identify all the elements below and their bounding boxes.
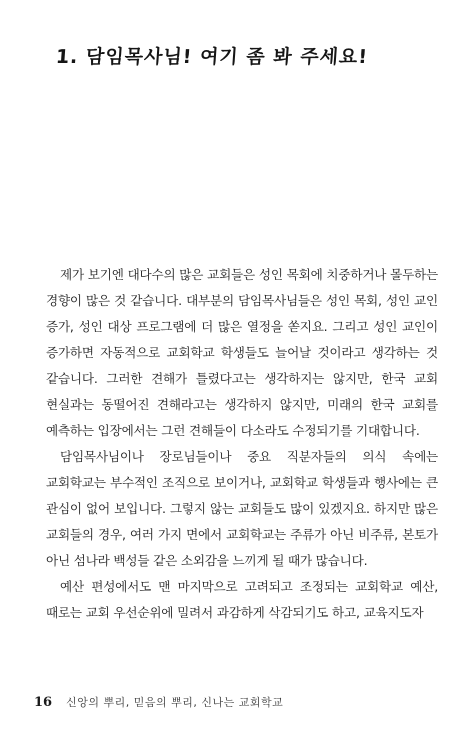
paragraph: 담임목사님이나 장로님들이나 중요 직분자들의 의식 속에는 교회학교는 부수적인 조직으로 보이거나, 교회학교 학생들과 행사에는 큰 관심이 없어 보입니다. 그렇지 않는 교회들도 많이 있겠지요. 하지만 많은 교회들의 경우, 여러 가지 면에서 교회학교는 주류가 아닌 비주류, 본토가 아닌 섬나라 백성들 같은 소외감을 느끼게 될 때가 많습니다.	[46, 449, 438, 568]
page-footer	[34, 692, 434, 712]
running-title: 신앙의 뿌리, 믿음의 뿌리, 신나는 교회학교	[66, 696, 284, 709]
page-number: 16	[34, 694, 53, 710]
body-text	[46, 262, 438, 626]
paragraph: 제가 보기엔 대다수의 많은 교회들은 성인 목회에 치중하거나 몰두하는 경향이 많은 것 같습니다. 대부분의 담임목사님들은 성인 목회, 성인 교인 증가, 성인 대상 프로그램에 더 많은 열정을 쏟지요. 그리고 성인 교인이 증가하면 자동적으로 교회학교 학생들도 늘어날 것이라고 생각하는 것 같습니다. 그러한 견해가 틀렸다고는 생각하지는 않지만, 한국 교회 현실과는 동떨어진 견해라고는 생각하지 않지만, 미래의 한국 교회를 예측하는 입장에서는 그런 견해들이 다소라도 수정되기를 기대합니다.	[46, 267, 438, 438]
paragraph: 예산 편성에서도 맨 마지막으로 고려되고 조정되는 교회학교 예산, 때로는 교회 우선순위에 밀려서 과감하게 삭감되기도 하고, 교육지도자	[46, 579, 438, 620]
chapter-title: 1. 담임목사님! 여기 좀 봐 주세요!	[55, 46, 369, 68]
